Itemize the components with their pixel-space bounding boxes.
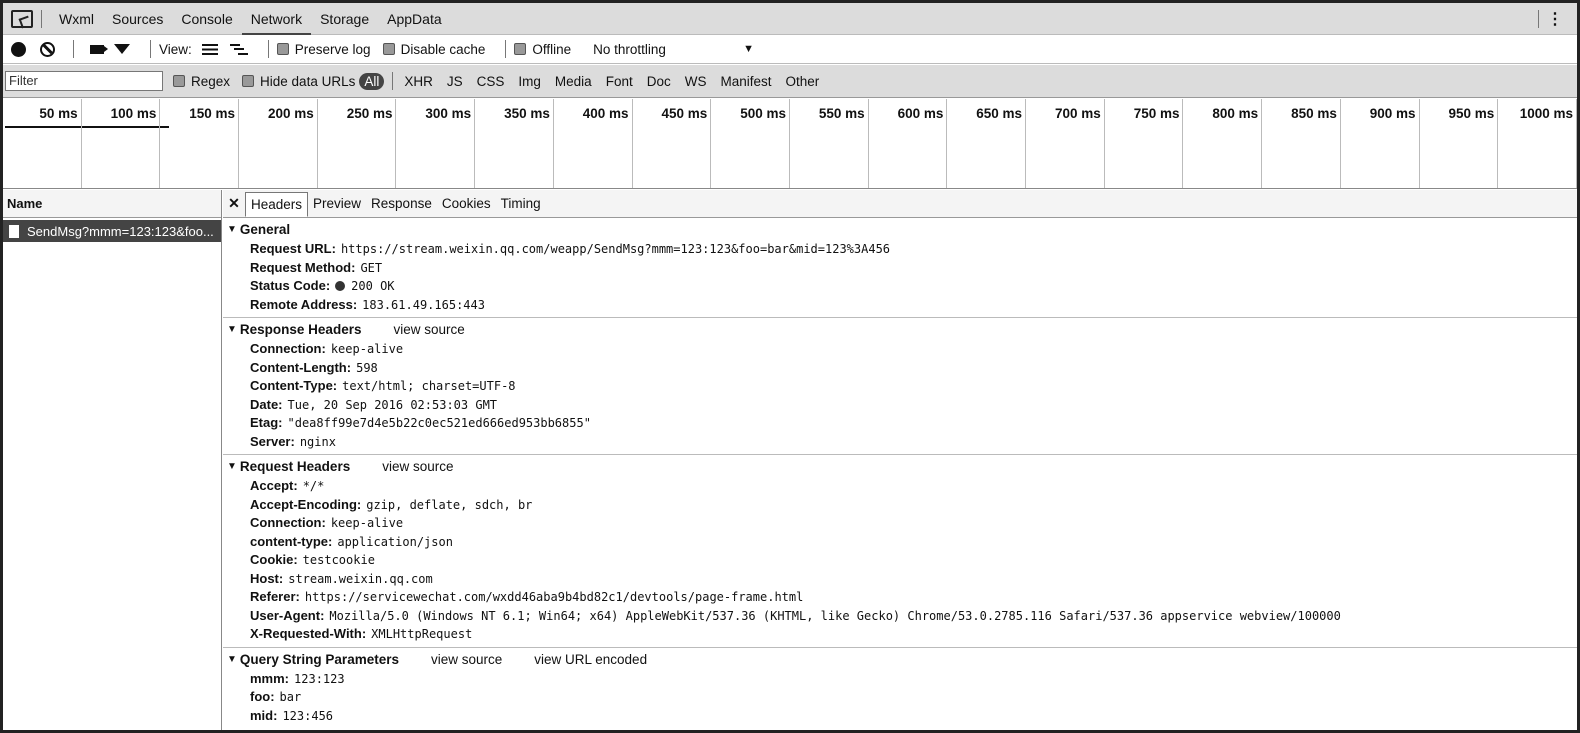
hide-data-urls-checkbox[interactable]	[242, 74, 355, 89]
header-value: "dea8ff99e7d4e5b22c0ec521ed666ed953bb6855"	[287, 416, 591, 430]
header-key: Content-Length:	[250, 359, 352, 375]
header-key: Referer:	[250, 589, 300, 604]
timeline-tick	[82, 99, 161, 188]
header-row	[223, 496, 1577, 515]
timeline-tick-label: 350 ms	[504, 106, 550, 121]
header-row	[223, 514, 1577, 533]
network-toolbar	[3, 35, 1577, 64]
timeline-tick-label: 1000 ms	[1519, 106, 1573, 121]
header-row	[223, 359, 1577, 378]
triangle-down-icon: ▼	[227, 461, 237, 472]
header-row	[223, 240, 1577, 259]
header-key: mmm:	[250, 670, 290, 686]
header-value: 598	[356, 360, 378, 375]
filter-type-css[interactable]: CSS	[476, 73, 505, 89]
header-key: Connection:	[250, 515, 326, 530]
disable-cache-checkbox[interactable]	[383, 42, 486, 57]
offline-label: Offline	[532, 41, 572, 57]
header-value: bar	[279, 690, 302, 704]
filter-type-font[interactable]: Font	[605, 73, 633, 89]
checkbox-icon[interactable]	[277, 43, 289, 55]
header-key: content-type:	[250, 533, 333, 549]
timeline-tick-label: 900 ms	[1369, 106, 1416, 121]
header-row	[223, 625, 1577, 644]
filter-type-media[interactable]: Media	[554, 73, 592, 89]
header-key: Date:	[250, 396, 283, 412]
preserve-log-label: Preserve log	[294, 41, 371, 57]
filter-type-js[interactable]: JS	[446, 73, 463, 89]
header-value: */*	[302, 479, 325, 493]
timeline-tick	[947, 99, 1026, 188]
panel-tab-bar	[3, 3, 1577, 35]
filter-icon[interactable]	[114, 44, 130, 54]
header-row	[223, 607, 1577, 626]
header-row	[223, 533, 1577, 552]
timeline-tick	[475, 99, 554, 188]
header-key: Request URL:	[250, 241, 336, 256]
offline-checkbox[interactable]	[514, 42, 571, 57]
capture-screenshots-icon[interactable]	[90, 45, 104, 54]
timeline-tick	[1026, 99, 1105, 188]
timeline-tick-label: 450 ms	[661, 106, 708, 121]
header-value: keep-alive	[330, 516, 404, 530]
query-params-section	[223, 648, 1577, 729]
filter-type-doc[interactable]: Doc	[646, 73, 671, 89]
disable-cache-label: Disable cache	[400, 41, 486, 57]
divider	[268, 40, 269, 58]
header-value: 183.61.49.165:443	[362, 297, 485, 312]
checkbox-icon[interactable]	[173, 75, 185, 87]
timeline-tick	[1105, 99, 1184, 188]
header-value: 123:123	[294, 671, 345, 686]
filter-input[interactable]: Filter	[5, 71, 163, 91]
header-key: Accept:	[250, 478, 298, 493]
header-value: gzip, deflate, sdch, br	[366, 497, 533, 512]
triangle-down-icon: ▼	[227, 653, 237, 665]
more-options-icon[interactable]: ⋮	[1547, 11, 1563, 28]
filter-type-all[interactable]: All	[359, 73, 384, 90]
timeline-tick-label: 200 ms	[267, 106, 314, 121]
tab-headers[interactable]: Headers	[245, 192, 308, 217]
filter-type-manifest[interactable]: Manifest	[720, 73, 772, 89]
timeline-tick-label: 850 ms	[1291, 106, 1337, 121]
tab-preview[interactable]: Preview	[313, 196, 362, 211]
status-dot-icon	[335, 281, 345, 291]
header-value: Mozilla/5.0 (Windows NT 6.1; Win64; x64) AppleWebKit/537.36 (KHTML, like Gecko) Chrome/53.0.2785.116 Safari/537.36 appservice webview/100000	[329, 608, 1341, 623]
header-value: GET	[360, 260, 383, 275]
timeline-tick	[554, 99, 633, 188]
preserve-log-checkbox[interactable]	[277, 42, 371, 57]
header-value: https://stream.weixin.qq.com/weapp/SendMsg?mmm=123:123&foo=bar&mid=123%3A456	[340, 242, 891, 256]
close-icon[interactable]: ✕	[228, 195, 240, 211]
request-name: SendMsg?mmm=123:123&foo...	[27, 223, 214, 239]
view-source-link[interactable]: view source	[393, 322, 465, 337]
header-key: Host:	[250, 570, 284, 586]
timeline-tick	[633, 99, 712, 188]
tab-sources[interactable]: Sources	[112, 10, 164, 27]
timeline-tick-label: 150 ms	[189, 106, 236, 121]
triangle-down-icon: ▼	[227, 224, 237, 235]
header-key: Remote Address:	[250, 296, 358, 312]
header-row	[223, 570, 1577, 589]
header-key: User-Agent:	[250, 607, 325, 623]
header-value: application/json	[337, 534, 453, 549]
filter-type-xhr[interactable]: XHR	[404, 73, 433, 89]
view-source-link[interactable]: view source	[382, 459, 454, 474]
header-value: keep-alive	[330, 342, 404, 356]
request-headers-section-header[interactable]	[223, 457, 1577, 477]
header-key: Content-Type:	[250, 378, 338, 393]
timeline-tick	[1184, 99, 1263, 188]
header-row	[223, 414, 1577, 433]
header-key: Status Code:	[250, 278, 331, 293]
timeline-tick-label: 950 ms	[1448, 106, 1495, 121]
header-row	[223, 588, 1577, 607]
timeline-tick-label: 500 ms	[740, 106, 786, 121]
timeline-tick-label: 300 ms	[425, 106, 472, 121]
header-key: foo:	[250, 689, 275, 704]
timeline-tick	[3, 99, 82, 188]
timeline-tick-label: 250 ms	[346, 106, 393, 121]
timeline-tick	[1420, 99, 1499, 188]
response-headers-section-header[interactable]	[223, 320, 1577, 340]
timeline-tick	[711, 99, 790, 188]
header-row	[223, 259, 1577, 278]
timeline-tick-label: 750 ms	[1133, 106, 1180, 121]
header-value: stream.weixin.qq.com	[288, 571, 433, 586]
header-key: X-Requested-With:	[250, 626, 367, 641]
header-row	[223, 477, 1577, 496]
header-row	[223, 277, 1577, 296]
tab-console[interactable]: Console	[181, 10, 233, 27]
header-value: https://servicewechat.com/wxdd46aba9b4bd82c1/devtools/page-frame.html	[304, 590, 804, 604]
filter-type-img[interactable]: Img	[518, 73, 541, 89]
section-title: Response Headers	[239, 322, 362, 337]
request-list	[3, 190, 222, 733]
tab-storage[interactable]: Storage	[320, 10, 370, 27]
timeline-tick	[397, 99, 476, 188]
tab-response[interactable]: Response	[371, 196, 432, 211]
timeline-tick	[318, 99, 397, 188]
header-key: Connection:	[250, 341, 326, 356]
checkbox-icon[interactable]	[383, 43, 395, 55]
header-value: 123:456	[282, 708, 334, 723]
divider	[150, 40, 151, 58]
name-column-header[interactable]: Name	[3, 190, 221, 218]
file-icon	[9, 225, 19, 238]
timeline-tick	[160, 99, 239, 188]
divider	[73, 40, 74, 58]
tab-cookies[interactable]: Cookies	[441, 196, 491, 211]
filter-type-other[interactable]: Other	[785, 73, 820, 89]
header-value: testcookie	[302, 553, 375, 567]
view-label: View:	[159, 41, 192, 57]
header-row	[223, 396, 1577, 415]
divider	[1538, 10, 1539, 28]
overview-icon[interactable]	[230, 44, 248, 55]
divider	[41, 10, 42, 28]
filter-bar	[3, 65, 1577, 98]
regex-label: Regex	[191, 73, 231, 89]
record-icon[interactable]	[11, 42, 26, 57]
clear-icon[interactable]	[40, 42, 55, 57]
header-key: Etag:	[250, 415, 283, 430]
checkbox-icon[interactable]	[242, 75, 254, 87]
request-details	[223, 190, 1577, 733]
timeline-tick	[869, 99, 948, 188]
header-value: nginx	[299, 434, 336, 449]
header-row	[223, 670, 1577, 689]
header-row	[223, 551, 1577, 570]
timeline-tick-label: 800 ms	[1212, 106, 1259, 121]
filter-type-ws[interactable]: WS	[684, 73, 707, 89]
header-value: XMLHttpRequest	[371, 627, 473, 641]
header-key: Server:	[250, 433, 295, 449]
request-headers-section	[223, 455, 1577, 648]
timeline-tick-label: 600 ms	[897, 106, 944, 121]
header-row	[223, 340, 1577, 359]
timeline-tick-label: 400 ms	[582, 106, 629, 121]
divider	[392, 72, 393, 90]
timeline-tick-label: 550 ms	[818, 106, 865, 121]
tab-wxml[interactable]: Wxml	[59, 10, 94, 27]
tab-timing[interactable]: Timing	[500, 196, 541, 211]
triangle-down-icon: ▼	[227, 324, 237, 335]
general-section-header[interactable]	[223, 220, 1577, 240]
chevron-down-icon[interactable]: ▼	[743, 43, 755, 55]
large-rows-icon[interactable]	[202, 44, 218, 55]
view-source-link[interactable]: view source	[430, 651, 503, 667]
timeline-tick-label: 50 ms	[39, 106, 78, 121]
header-key: Accept-Encoding:	[250, 496, 362, 512]
response-headers-section	[223, 318, 1577, 455]
timeline-tick-label: 100 ms	[110, 106, 157, 121]
request-row[interactable]	[3, 220, 221, 242]
view-url-encoded-link[interactable]: view URL encoded	[534, 651, 648, 667]
timeline-tick	[1341, 99, 1420, 188]
divider	[505, 40, 506, 58]
detail-tab-bar	[223, 190, 1577, 218]
general-section	[223, 218, 1577, 318]
section-title: Request Headers	[239, 459, 351, 474]
checkbox-icon[interactable]	[514, 43, 526, 55]
header-key: Cookie:	[250, 552, 298, 567]
timeline-tick	[1262, 99, 1341, 188]
tab-appdata[interactable]: AppData	[387, 10, 442, 27]
section-title: Query String Parameters	[239, 651, 399, 667]
throttling-select[interactable]: No throttling	[593, 41, 666, 57]
header-key: mid:	[250, 707, 278, 723]
header-row	[223, 296, 1577, 315]
header-row	[223, 433, 1577, 452]
timeline-tick-label: 700 ms	[1054, 106, 1101, 121]
section-title: General	[239, 222, 291, 237]
header-value: Tue, 20 Sep 2016 02:53:03 GMT	[287, 397, 498, 412]
timeline-tick	[1498, 99, 1577, 188]
header-row	[223, 688, 1577, 707]
query-params-section-header[interactable]	[223, 650, 1577, 670]
timeline-overview[interactable]	[3, 99, 1577, 189]
inspect-element-icon[interactable]	[11, 10, 33, 28]
header-value: text/html; charset=UTF-8	[342, 379, 516, 393]
timeline-tick-label: 650 ms	[976, 106, 1023, 121]
tab-network[interactable]: Network	[242, 3, 311, 35]
header-row	[223, 377, 1577, 396]
timeline-tick	[790, 99, 869, 188]
regex-checkbox[interactable]	[173, 74, 230, 89]
header-value: 200 OK	[351, 279, 395, 293]
hide-data-urls-label: Hide data URLs	[260, 73, 356, 89]
header-row	[223, 707, 1577, 726]
timeline-tick	[239, 99, 318, 188]
header-key: Request Method:	[250, 259, 356, 275]
